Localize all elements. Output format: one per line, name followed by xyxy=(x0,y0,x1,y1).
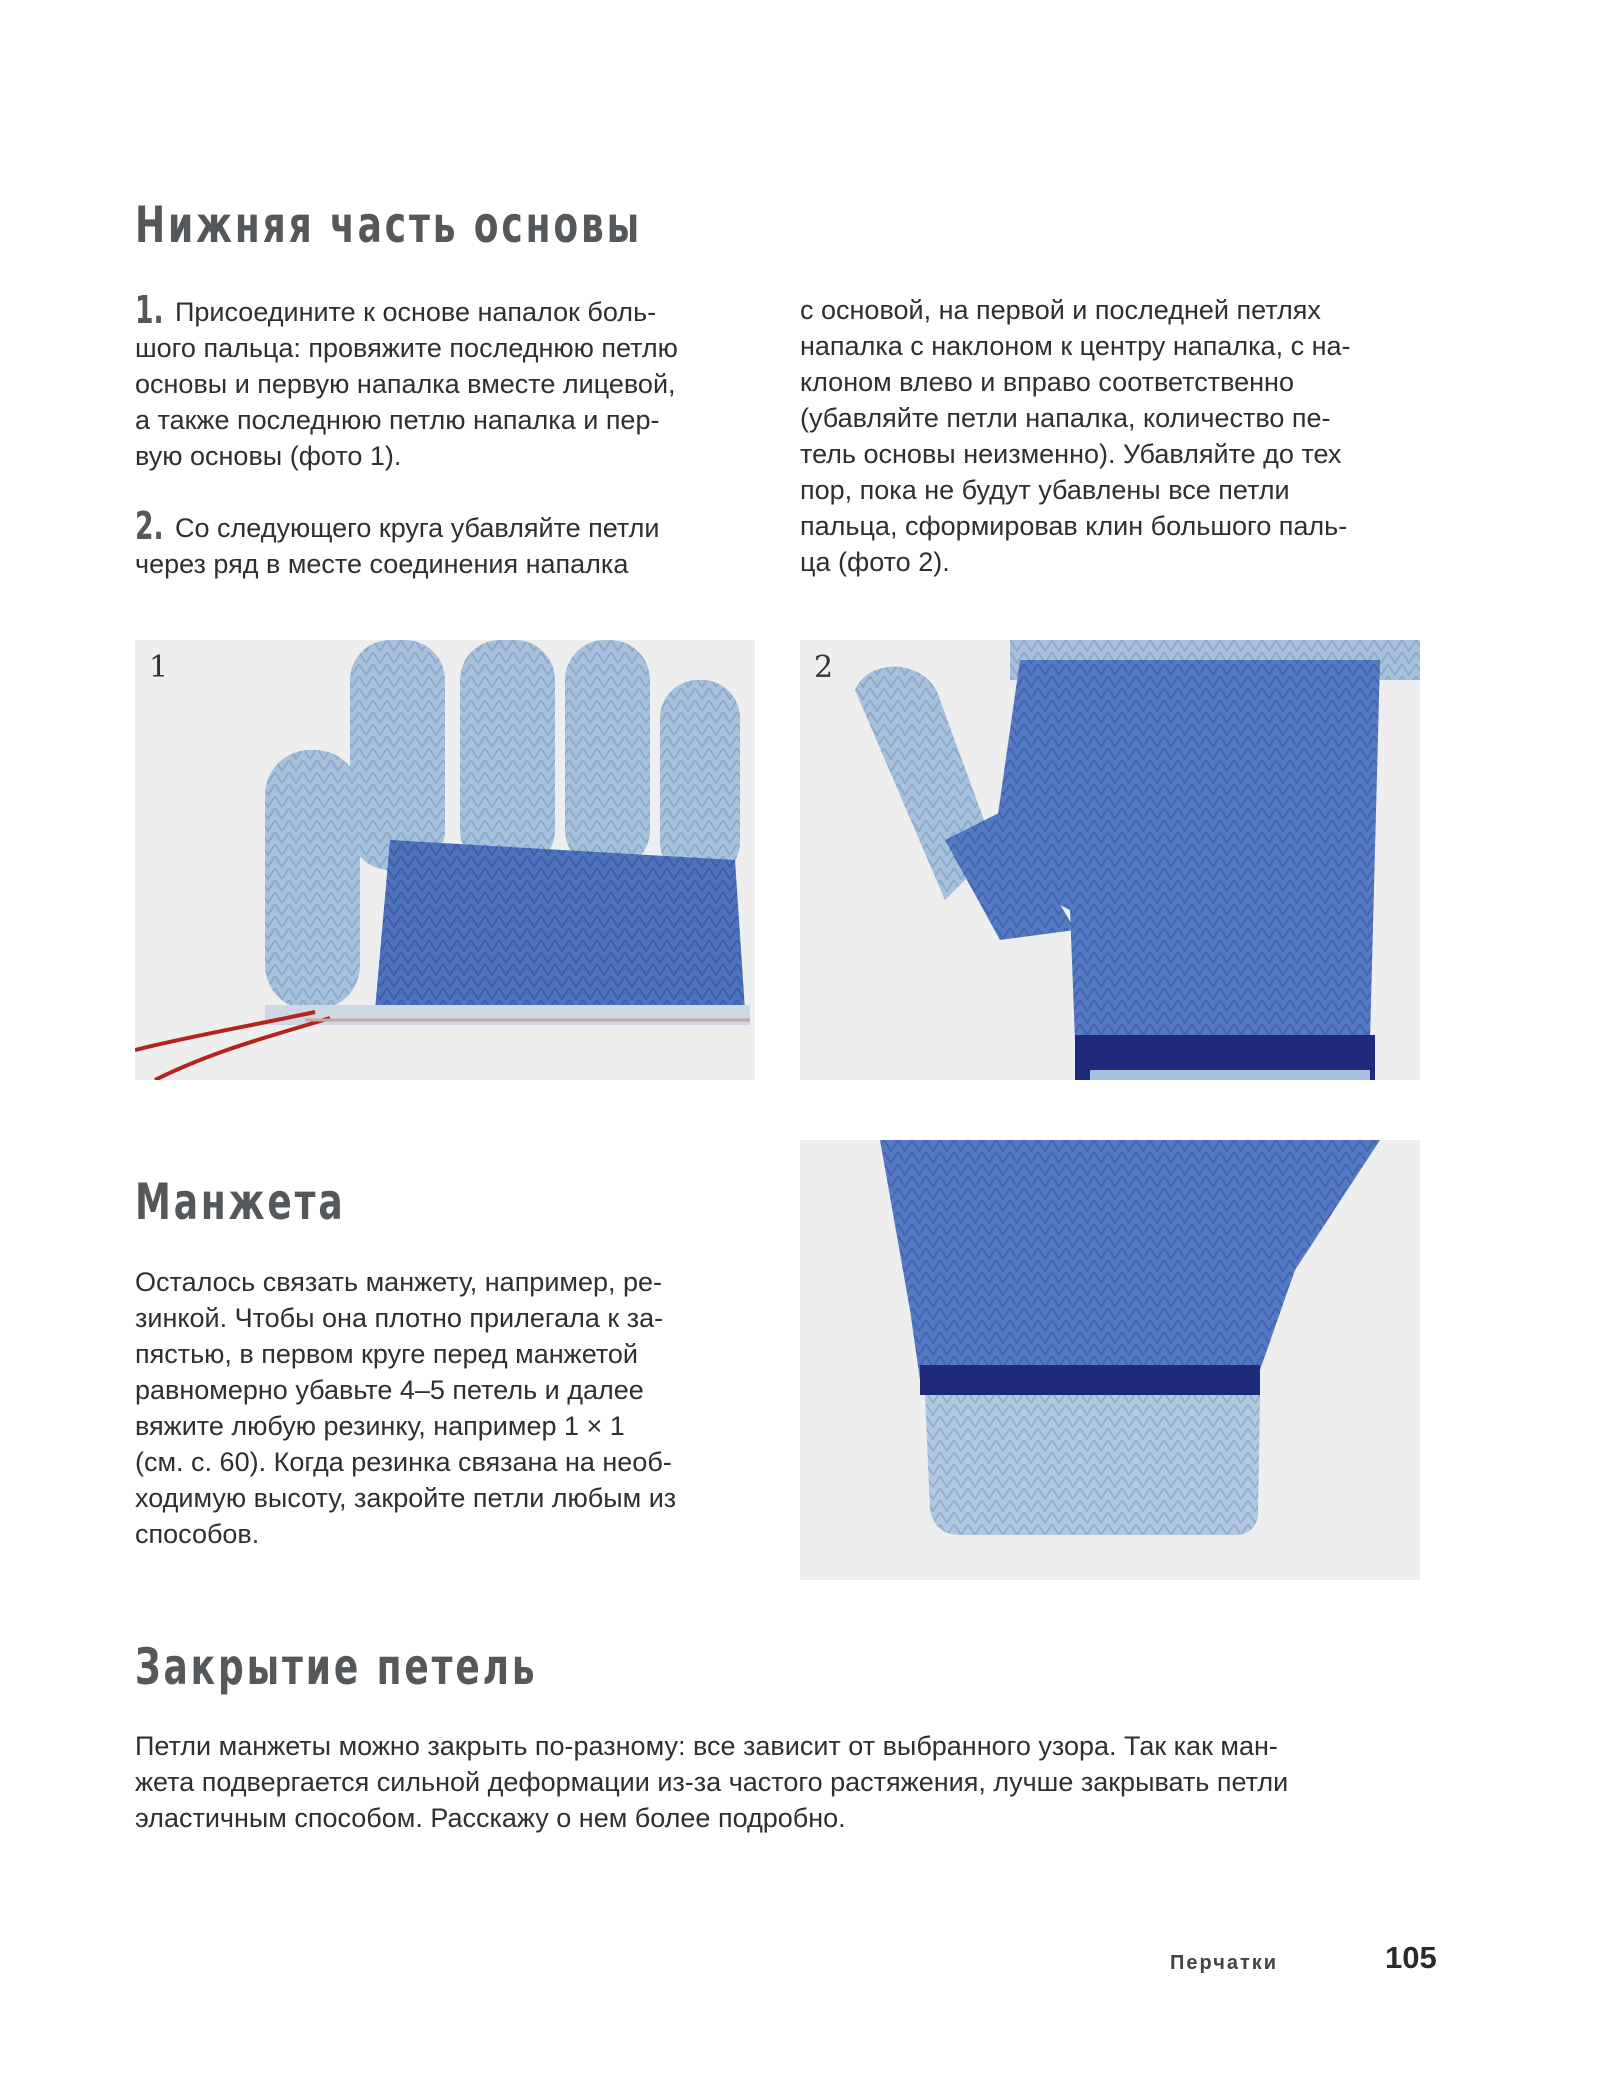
photo-1-label: 1 xyxy=(149,650,169,685)
finger-shape xyxy=(565,640,650,870)
cast-on-edge xyxy=(265,1005,750,1025)
section-heading-cuff: Манжета xyxy=(135,1173,346,1231)
photo-1-glove-on-needles xyxy=(135,640,755,1080)
ribbed-cuff xyxy=(925,1395,1260,1535)
palm-band xyxy=(375,840,745,1010)
section-heading-binding-off: Закрытие петель xyxy=(135,1638,538,1696)
step-2-number: 2. xyxy=(135,504,164,548)
section-heading-base-lower: Нижняя часть основы xyxy=(135,196,643,254)
cuff-start xyxy=(1090,1070,1370,1080)
step-2-text-right: с основой, на первой и последней петлях напалка с наклоном к центру напалка, с на- клоном влево и вправо соответственно (убавляйте петли напалка, количество пе- тель основы неизменно). Убавляйте до тех пор, пока не будут убавлены все петли пальца, сформировав клин большого паль- ца (фото 2). xyxy=(800,295,1351,577)
cuff-text: Осталось связать манжету, например, ре- зинкой. Чтобы она плотно прилегала к за- пястью, в первом круге перед манжетой равномерно убавьте 4–5 петель и далее вяжите любую резинку, например 1 × 1 (см. с. 60). Когда резинка связана на необ- ходимую высоту, закройте петли любым из способов. xyxy=(135,1267,677,1549)
step-1-text: 1. Присоедините к основе напалок боль- шого пальца: провяжите последнюю петлю основы и первую напалка вместе лицевой, а также последнюю петлю напалка и пер- вую основы (фото 1). xyxy=(135,288,678,471)
step-2-text-left: 2. Со следующего круга убавляйте петли через ряд в месте соединения напалка xyxy=(135,504,660,579)
step-1-number: 1. xyxy=(135,288,164,332)
dark-stripe xyxy=(920,1365,1260,1395)
finger-shape xyxy=(660,680,740,880)
photo-3-finished-cuff xyxy=(800,1140,1420,1580)
finger-shape xyxy=(350,640,445,870)
finger-shape xyxy=(460,640,555,870)
binding-off-text: Петли манжеты можно закрыть по-разному: все зависит от выбранного узора. Так как ман- жета подвергается сильной деформации из-за частого растяжения, лучше закрывать петли эластичным способом. Расскажу о нем более подробно. xyxy=(135,1731,1289,1833)
photo-2-glove-thumb xyxy=(800,640,1420,1080)
thumb-shape xyxy=(265,750,360,1010)
photo-2-label: 2 xyxy=(814,650,834,685)
page-number: 105 xyxy=(1385,1940,1437,1975)
footer-section-title: Перчатки xyxy=(1170,1952,1279,1974)
